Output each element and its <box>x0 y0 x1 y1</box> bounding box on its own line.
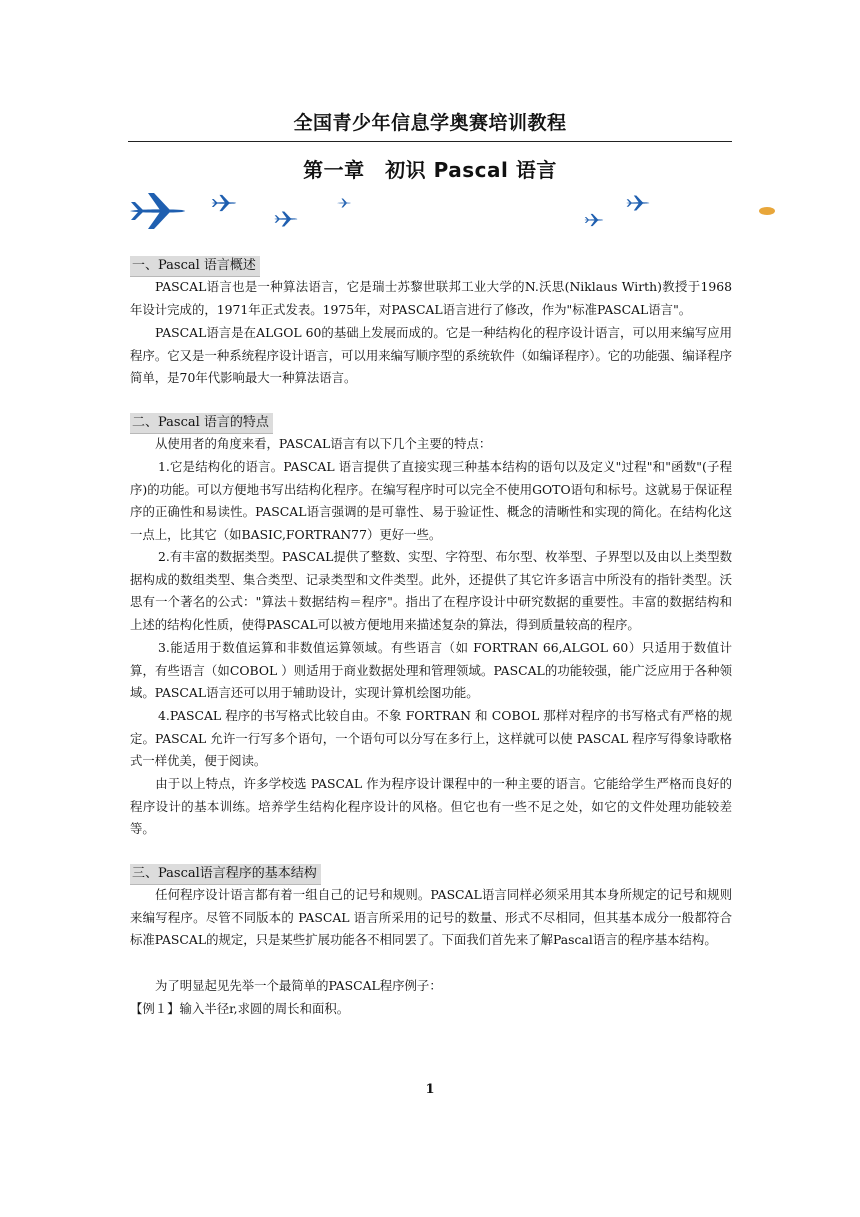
list-item: 4.PASCAL 程序的书写格式比较自由。不象 FORTRAN 和 COBOL 那样对程序的书写格式有严格的规定。PASCAL 允许一行写多个语句，一个语句可以分写在多行上，这样就可以使 PASCAL 程序写得象诗歌格式一样优美，便于阅读。 <box>130 708 732 769</box>
list-item: 3.能适用于数值运算和非数值运算领域。有些语言（如 FORTRAN 66,ALGOL 60）只适用于数值计算，有些语言（如COBOL ）则适用于商业数据处理和管理领域。PASCAL的功能较强，能广泛应用于各种领域。PASCAL语言还可以用于辅助设计，实现计算机绘图功能。 <box>130 640 732 701</box>
list-item: 1.它是结构化的语言。PASCAL 语言提供了直接实现三种基本结构的语句以及定义"过程"和"函数"(子程序)的功能。可以方便地书写出结构化程序。在编写程序时可以完全不使用GOTO语句和标号。这就易于保证程序的正确性和易读性。PASCAL语言强调的是可靠性、易于验证性、概念的清晰性和实现的简化。在结构化这一点上，比其它（如BASIC,FORTRAN77）更好一些。 <box>130 459 732 542</box>
section-heading-overview: 一、Pascal 语言概述 <box>130 256 260 277</box>
paragraph: 任何程序设计语言都有着一组自己的记号和规则。PASCAL语言同样必须采用其本身所规定的记号和规则来编写程序。尽管不同版本的 PASCAL 语言所采用的记号的数量、形式不尽相同，但其基本成分一般都符合标准PASCAL的规定，只是某些扩展功能各不相同罢了。下面我们首先来了解Pascal语言的程序基本结构。 <box>130 887 732 948</box>
airplane-icon <box>211 195 236 211</box>
airplane-icon <box>274 211 297 226</box>
paragraph: PASCAL语言也是一种算法语言，它是瑞士苏黎世联邦工业大学的N.沃思(Niklaus Wirth)教授于1968年设计完成的，1971年正式发表。1975年，对PASCAL语言进行了修改，作为"标准PASCAL语言"。 <box>130 279 732 317</box>
airplane-icon <box>626 195 649 210</box>
section-heading-structure: 三、Pascal语言程序的基本结构 <box>130 864 321 885</box>
header-divider <box>128 141 732 142</box>
paragraph: PASCAL语言是在ALGOL 60的基础上发展而成的。它是一种结构化的程序设计语言，可以用来编写应用程序。它又是一种系统程序设计语言，可以用来编写顺序型的系统软件（如编译程序）。它的功能强、编译程序简单，是70年代影响最大一种算法语言。 <box>130 325 732 386</box>
airplane-banner <box>128 190 778 234</box>
example-label: 【例１】输入半径r,求圆的周长和面积。 <box>130 1001 350 1016</box>
comet-trail <box>178 207 775 215</box>
airplane-icon <box>130 193 185 229</box>
section-heading-features: 二、Pascal 语言的特点 <box>130 413 273 434</box>
chapter-title: 第一章 初识 Pascal 语言 <box>303 158 557 182</box>
paragraph: 由于以上特点，许多学校选 PASCAL 作为程序设计课程中的一种主要的语言。它能给学生严格而良好的程序设计的基本训练。培养学生结构化程序设计的风格。但它也有一些不足之处，如它的文件处理功能较差等。 <box>130 776 732 837</box>
document-header-title: 全国青少年信息学奥赛培训教程 <box>293 112 567 134</box>
paragraph: 从使用者的角度来看，PASCAL语言有以下几个主要的特点： <box>155 436 492 451</box>
paragraph: 为了明显起见先举一个最简单的PASCAL程序例子： <box>155 978 442 993</box>
page-number: 1 <box>425 1082 435 1097</box>
list-item: 2.有丰富的数据类型。PASCAL提供了整数、实型、字符型、布尔型、枚举型、子界型以及由以上类型数据构成的数组类型、集合类型、记录类型和文件类型。此外，还提供了其它许多语言中所没有的指针类型。沃思有一个著名的公式："算法＋数据结构＝程序"。指出了在程序设计中研究数据的重要性。丰富的数据结构和上述的结构化性质，使得PASCAL可以被方便地用来描述复杂的算法，得到质量较高的程序。 <box>130 549 732 632</box>
airplane-icon <box>584 214 603 226</box>
airplane-icon <box>337 199 351 208</box>
